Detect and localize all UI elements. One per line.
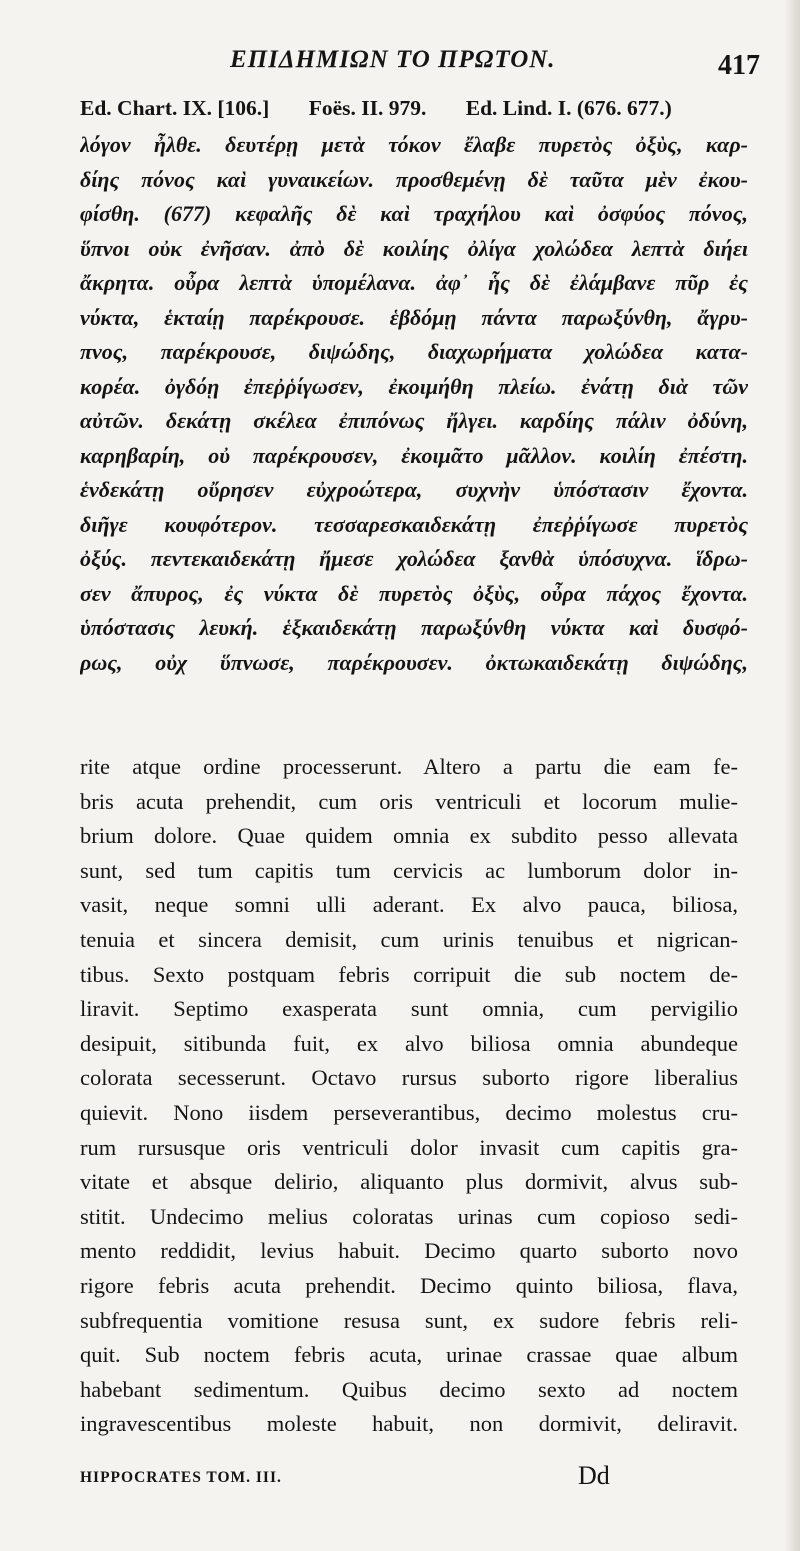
page-footer [80,1461,740,1501]
edition-references [80,96,780,121]
latin-text-line: sunt, sed tum capitis tum cervicis ac lumborum dolor in- [80,857,738,883]
latin-text-block [80,750,738,1442]
latin-text-line: rigore febris acuta prehendit. Decimo quinto biliosa, flava, [80,1272,738,1298]
latin-text-line: quievit. Nono iisdem perseverantibus, decimo molestus cru- [80,1099,738,1125]
greek-text-line: αὐτῶν. δεκάτῃ σκέλεα ἐπιπόνως ἤλγει. καρδίης πάλιν ὀδύνη, [80,408,748,433]
greek-text-line: διῆγε κουφότερον. τεσσαρεσκαιδεκάτῃ ἐπεῤῥίγωσε πυρετὸς [80,511,748,537]
latin-text-line: tenuia et sincera demisit, cum urinis tenuibus et nigrican- [80,926,738,952]
greek-text-line: ἄκρητα. οὖρα λεπτὰ ὑπομέλανα. ἀφ᾽ ἧς δὲ ἐλάμβανε πῦρ ἐς [80,270,748,295]
greek-text-block [80,128,748,680]
latin-text-line: ingravescentibus moleste habuit, non dormivit, deliravit. [80,1411,738,1437]
latin-text-line: vitate et absque delirio, aliquanto plus dormivit, alvus sub- [80,1169,738,1195]
latin-text-line: colorata secesserunt. Octavo rursus suborto rigore liberalius [80,1065,738,1091]
greek-text-line: ὕπνοι οὐκ ἐνῆσαν. ἀπὸ δὲ κοιλίης ὀλίγα χολώδεα λεπτὰ διήει [80,235,748,261]
greek-text-line: ὑπόστασις λευκή. ἑξκαιδεκάτῃ παρωξύνθη νύκτα καὶ δυσφό- [80,615,748,640]
latin-text-line: tibus. Sexto postquam febris corripuit die sub noctem de- [80,961,738,987]
edition-reference: Ed. Chart. IX. [106.] [80,96,270,120]
edition-reference: Ed. Lind. I. (676. 677.) [465,96,672,120]
page-header [80,46,760,86]
greek-text-line: καρηβαρίη, οὐ παρέκρουσεν, ἐκοιμᾶτο μᾶλλον. κοιλίη ἐπέστη. [80,442,748,468]
latin-text-line: habebant sedimentum. Quibus decimo sexto ad noctem [80,1376,738,1402]
page-gutter-shadow [784,0,800,1551]
footer-signature-mark: Dd [578,1461,610,1490]
latin-text-line: quit. Sub noctem febris acuta, urinae crassae quae album [80,1342,738,1368]
footer-signature-text: HIPPOCRATES TOM. III. [80,1469,282,1486]
greek-text-line: ἑνδεκάτῃ οὔρησεν εὐχροώτερα, συχνὴν ὑπόστασιν ἔχοντα. [80,477,748,502]
greek-text-line: λόγον ἦλθε. δευτέρῃ μετὰ τόκον ἔλαβε πυρετὸς ὀξὺς, καρ- [80,132,748,157]
greek-text-line: δίης πόνος καὶ γυναικείων. προσθεμένῃ δὲ ταῦτα μὲν ἐκου- [80,166,748,192]
edition-reference: Foës. II. 979. [308,96,427,120]
greek-text-line: κορέα. ὀγδόῃ ἐπεῤῥίγωσεν, ἐκοιμήθη πλείω. ἐνάτῃ διὰ τῶν [80,373,748,399]
latin-text-line: bris acuta prehendit, cum oris ventriculi et locorum mulie- [80,788,738,814]
latin-text-line: subfrequentia vomitione resusa sunt, ex sudore febris reli- [80,1307,738,1333]
greek-text-line: ρως, οὐχ ὕπνωσε, παρέκρουσεν. ὀκτωκαιδεκάτῃ διψώδης, [80,649,748,675]
latin-text-line: stitit. Undecimo melius coloratas urinas cum copioso sedi- [80,1203,738,1229]
latin-text-line: vasit, neque somni ulli aderant. Ex alvo pauca, biliosa, [80,892,738,918]
greek-text-line: σεν ἄπυρος, ἐς νύκτα δὲ πυρετὸς ὀξὺς, οὖρα πάχος ἔχοντα. [80,580,748,606]
latin-text-line: brium dolore. Quae quidem omnia ex subdito pesso allevata [80,823,738,849]
latin-text-line: desipuit, sitibunda fuit, ex alvo biliosa omnia abundeque [80,1030,738,1056]
latin-text-line: mento reddidit, levius habuit. Decimo quarto suborto novo [80,1238,738,1264]
latin-text-line: liravit. Septimo exasperata sunt omnia, cum pervigilio [80,996,738,1022]
latin-text-line: rum rursusque oris ventriculi dolor invasit cum capitis gra- [80,1134,738,1160]
page-number: 417 [718,50,760,81]
greek-text-line: φίσθη. (677) κεφαλῆς δὲ καὶ τραχήλου καὶ ὀσφύος πόνος, [80,201,748,226]
greek-text-line: πνος, παρέκρουσε, διψώδης, διαχωρήματα χολώδεα κατα- [80,339,748,364]
running-title: ΕΠΙΔΗΜΙΩΝ ΤΟ ΠΡΩΤΟΝ. [230,46,556,73]
latin-text-line: rite atque ordine processerunt. Altero a partu die eam fe- [80,754,738,779]
greek-text-line: νύκτα, ἑκταίῃ παρέκρουσε. ἑβδόμῃ πάντα παρωξύνθη, ἄγρυ- [80,304,748,330]
greek-text-line: ὀξύς. πεντεκαιδεκάτῃ ἤμεσε χολώδεα ξανθὰ ὑπόσυχνα. ἵδρω- [80,546,748,571]
